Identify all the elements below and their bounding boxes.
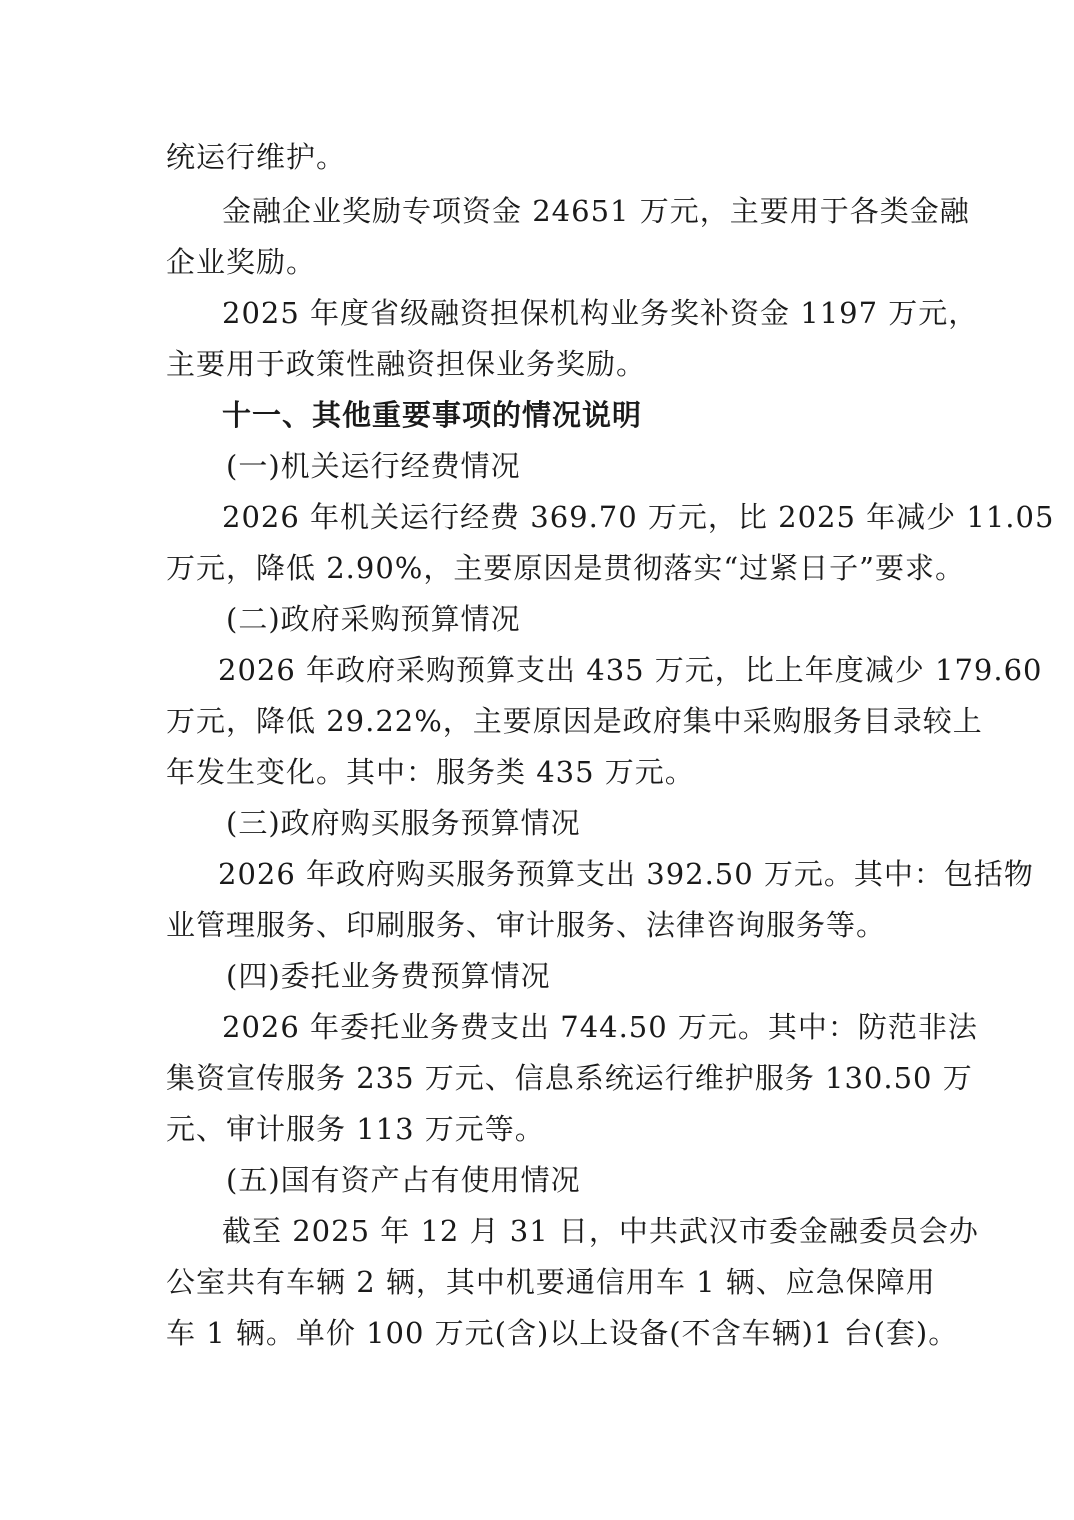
paragraph-line: 业管理服务、印刷服务、审计服务、法律咨询服务等。 — [166, 908, 887, 942]
paragraph-line: 截至 2025 年 12 月 31 日，中共武汉市委金融委员会办 — [222, 1214, 979, 1248]
paragraph-line: 车 1 辆。单价 100 万元(含)以上设备(不含车辆)1 台(套)。 — [166, 1316, 959, 1350]
paragraph-line: 万元，降低 2.90%，主要原因是贯彻落实“过紧日子”要求。 — [166, 551, 965, 585]
paragraph-line: 统运行维护。 — [166, 140, 347, 174]
paragraph-line: 2025 年度省级融资担保机构业务奖补资金 1197 万元， — [222, 296, 979, 330]
subsection-heading: (三)政府购买服务预算情况 — [226, 806, 581, 840]
paragraph-line: 元、审计服务 113 万元等。 — [166, 1112, 545, 1146]
subsection-heading: (二)政府采购预算情况 — [226, 602, 521, 636]
subsection-heading: (四)委托业务费预算情况 — [226, 959, 551, 993]
paragraph-line: 2026 年委托业务费支出 744.50 万元。其中：防范非法 — [222, 1010, 978, 1044]
paragraph-line: 金融企业奖励专项资金 24651 万元，主要用于各类金融 — [222, 194, 970, 228]
section-heading: 十一、其他重要事项的情况说明 — [222, 398, 643, 432]
paragraph-line: 主要用于政策性融资担保业务奖励。 — [166, 347, 647, 381]
paragraph-line: 集资宣传服务 235 万元、信息系统运行维护服务 130.50 万 — [166, 1061, 973, 1095]
paragraph-line: 2026 年政府采购预算支出 435 万元，比上年度减少 179.60 — [218, 653, 1043, 687]
subsection-heading: (一)机关运行经费情况 — [226, 449, 521, 483]
subsection-heading: (五)国有资产占有使用情况 — [226, 1163, 581, 1197]
paragraph-line: 2026 年机关运行经费 369.70 万元，比 2025 年减少 11.05 — [222, 500, 1055, 534]
paragraph-line: 2026 年政府购买服务预算支出 392.50 万元。其中：包括物 — [218, 857, 1034, 891]
paragraph-line: 公室共有车辆 2 辆，其中机要通信用车 1 辆、应急保障用 — [166, 1265, 936, 1299]
paragraph-line: 年发生变化。其中：服务类 435 万元。 — [166, 755, 695, 789]
paragraph-line: 万元，降低 29.22%，主要原因是政府集中采购服务目录较上 — [166, 704, 983, 738]
paragraph-line: 企业奖励。 — [166, 245, 317, 279]
